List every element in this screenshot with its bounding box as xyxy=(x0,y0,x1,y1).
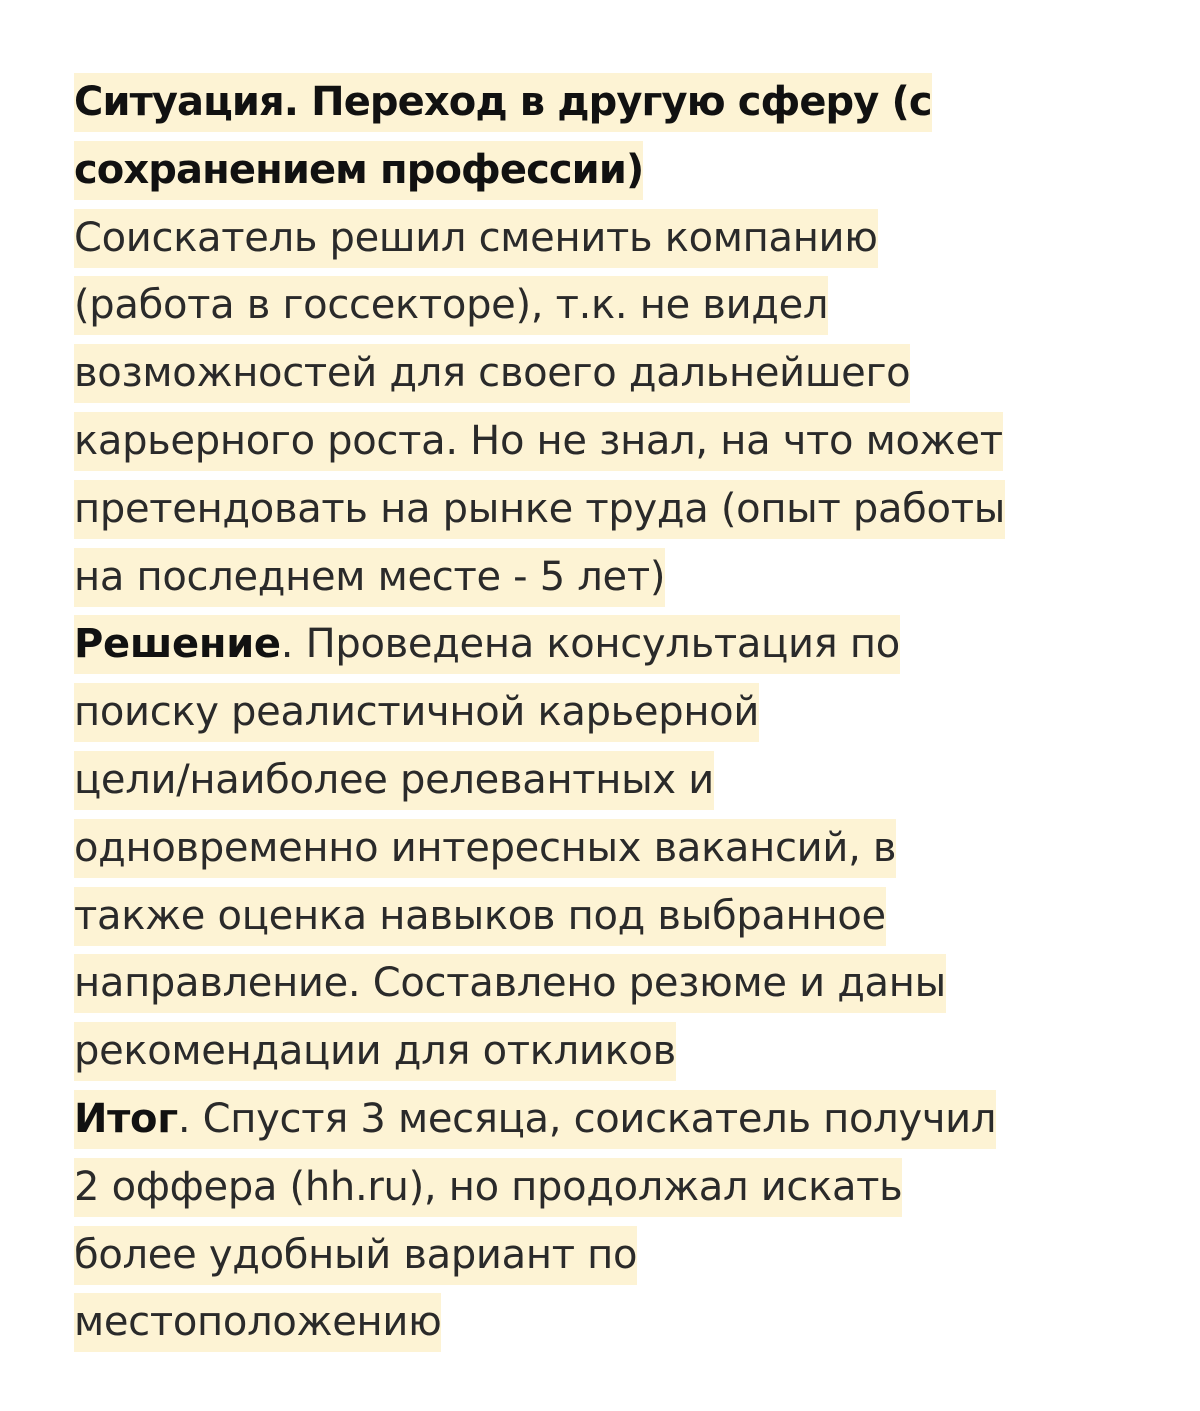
result-text: местоположению xyxy=(74,1293,441,1352)
case-document xyxy=(74,69,1154,1357)
solution-line xyxy=(74,815,1154,883)
heading-text: сохранением профессии) xyxy=(74,141,643,200)
solution-text: . Проведена консультация по xyxy=(280,621,900,668)
situation-text: претендовать на рынке труда (опыт работы xyxy=(74,480,1005,539)
situation-line xyxy=(74,476,1154,544)
situation-line xyxy=(74,272,1154,340)
situation-text: возможностей для своего дальнейшего xyxy=(74,344,910,403)
result-text: более удобный вариант по xyxy=(74,1226,637,1285)
heading-line-1 xyxy=(74,69,1154,137)
situation-text: на последнем месте - 5 лет) xyxy=(74,548,665,607)
solution-text: направление. Составлено резюме и даны xyxy=(74,954,946,1013)
heading-text: Ситуация. Переход в другую сферу (с xyxy=(74,73,932,132)
solution-line xyxy=(74,611,1154,679)
result-line xyxy=(74,1222,1154,1290)
solution-text: рекомендации для откликов xyxy=(74,1022,676,1081)
situation-line xyxy=(74,340,1154,408)
result-line xyxy=(74,1289,1154,1357)
situation-line xyxy=(74,544,1154,612)
solution-text: поиску реалистичной карьерной xyxy=(74,683,759,742)
solution-line xyxy=(74,679,1154,747)
situation-text: (работа в госсекторе), т.к. не видел xyxy=(74,276,828,335)
solution-label: Решение xyxy=(74,621,281,668)
situation-text: Соискатель решил сменить компанию xyxy=(74,209,878,268)
situation-text: карьерного роста. Но не знал, на что может xyxy=(74,412,1003,471)
result-text: . Спустя 3 месяца, соискатель получил xyxy=(177,1095,997,1142)
solution-text: цели/наиболее релевантных и xyxy=(74,751,714,810)
solution-text: также оценка навыков под выбранное xyxy=(74,887,886,946)
result-label: Итог xyxy=(74,1095,178,1142)
situation-line xyxy=(74,205,1154,273)
result-line xyxy=(74,1154,1154,1222)
solution-line xyxy=(74,950,1154,1018)
heading-line-2 xyxy=(74,137,1154,205)
result-line xyxy=(74,1086,1154,1154)
solution-text: одновременно интересных вакансий, в xyxy=(74,819,896,878)
result-text: 2 оффера (hh.ru), но продолжал искать xyxy=(74,1158,902,1217)
situation-line xyxy=(74,408,1154,476)
solution-line xyxy=(74,1018,1154,1086)
solution-first-line xyxy=(74,615,900,674)
result-first-line xyxy=(74,1090,996,1149)
solution-line xyxy=(74,747,1154,815)
solution-line xyxy=(74,883,1154,951)
